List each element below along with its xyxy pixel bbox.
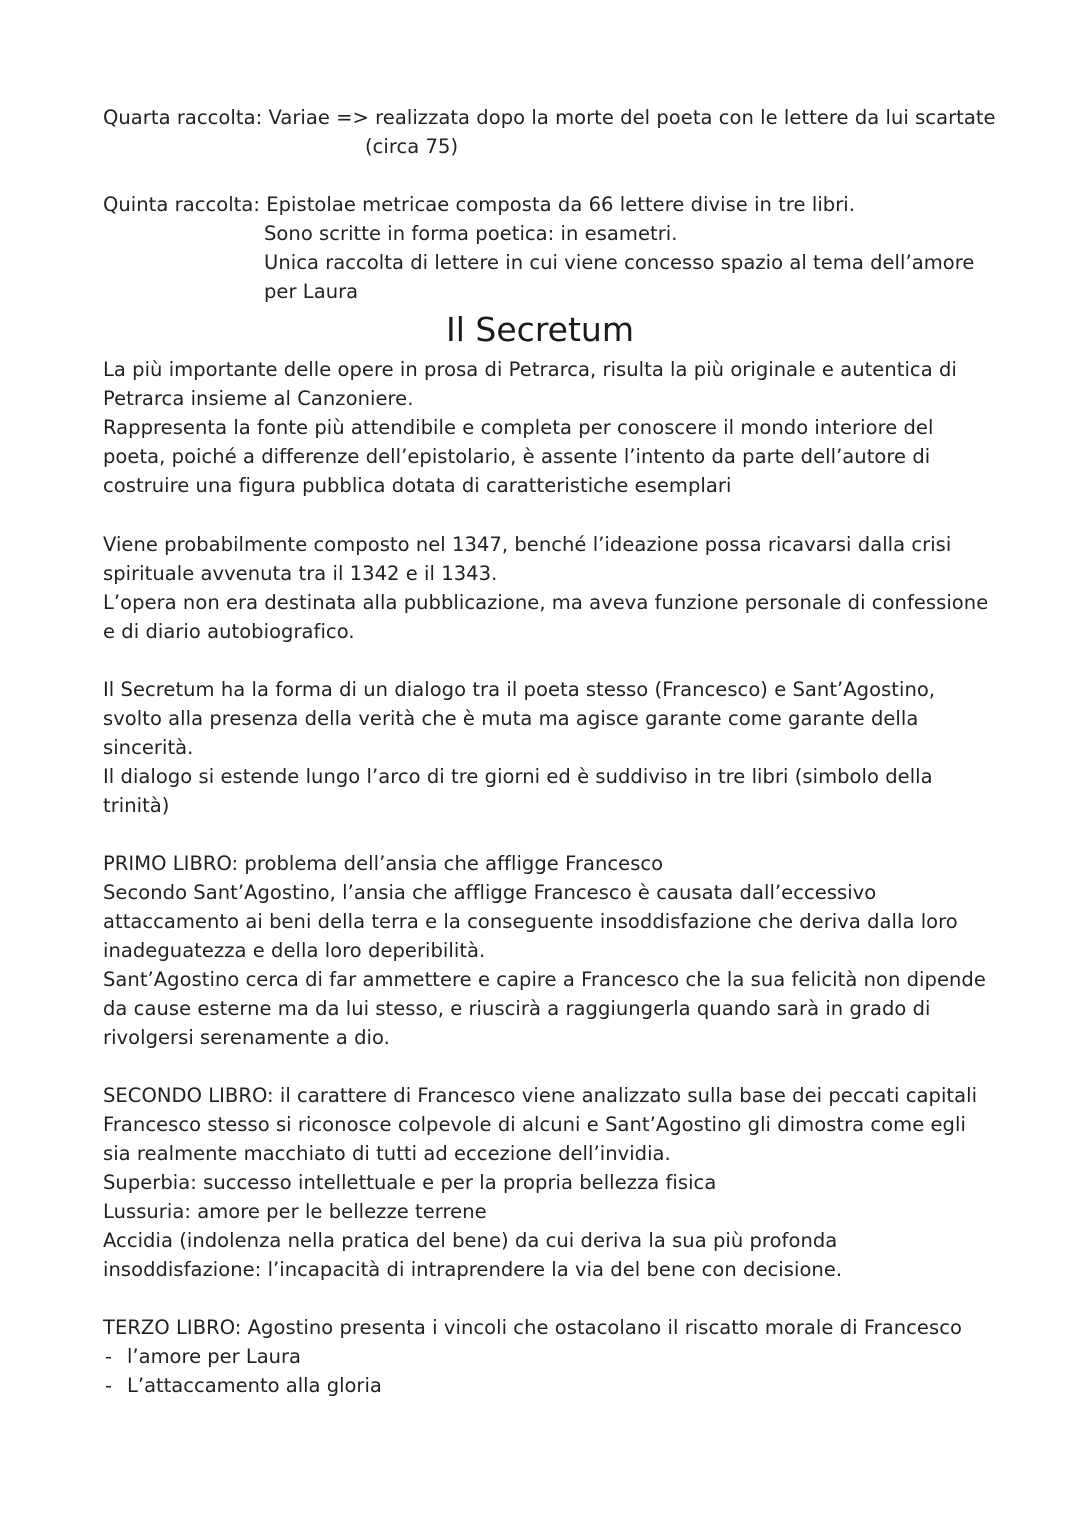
paragraph-line: Il dialogo si estende lungo l’arco di tre giorni ed è suddiviso in tre libri (simbolo della xyxy=(103,765,933,788)
primo-libro-heading: PRIMO LIBRO: problema dell’ansia che affligge Francesco xyxy=(103,852,664,875)
secondo-libro-heading: SECONDO LIBRO: il carattere di Francesco viene analizzato sulla base dei peccati capitali xyxy=(103,1084,978,1107)
paragraph-line: attaccamento ai beni della terra e la conseguente insoddisfazione che deriva dalla loro xyxy=(103,910,958,933)
paragraph-line: Sant’Agostino cerca di far ammettere e capire a Francesco che la sua felicità non dipende xyxy=(103,968,986,991)
paragraph-line: inadeguatezza e della loro deperibilità. xyxy=(103,939,486,962)
paragraph-line: trinità) xyxy=(103,794,170,817)
paragraph-line: Francesco stesso si riconosce colpevole di alcuni e Sant’Agostino gli dimostra come egli xyxy=(103,1113,966,1136)
section-title: Il Secretum xyxy=(446,310,634,349)
paragraph-line: sincerità. xyxy=(103,736,194,759)
paragraph-line: La più importante delle opere in prosa di Petrarca, risulta la più originale e autentica di xyxy=(103,358,957,381)
paragraph-line: Secondo Sant’Agostino, l’ansia che affligge Francesco è causata dall’eccessivo xyxy=(103,881,877,904)
paragraph-line: Il Secretum ha la forma di un dialogo tra il poeta stesso (Francesco) e Sant’Agostino, xyxy=(103,678,936,701)
list-bullet: - xyxy=(105,1345,113,1368)
paragraph-line: L’opera non era destinata alla pubblicazione, ma aveva funzione personale di confessione xyxy=(103,591,989,614)
paragraph-line: da cause esterne ma da lui stesso, e riuscirà a raggiungerla quando sarà in grado di xyxy=(103,997,931,1020)
paragraph-line: Petrarca insieme al Canzoniere. xyxy=(103,387,414,410)
paragraph-line: insoddisfazione: l’incapacità di intraprendere la via del bene con decisione. xyxy=(103,1258,843,1281)
quinta-raccolta-detail: Unica raccolta di lettere in cui viene concesso spazio al tema dell’amore xyxy=(264,251,975,274)
paragraph-line: poeta, poiché a differenze dell’epistolario, è assente l’intento da parte dell’autore di xyxy=(103,445,931,468)
paragraph-line: sia realmente macchiato di tutti ad eccezione dell’invidia. xyxy=(103,1142,671,1165)
quinta-raccolta-line: Quinta raccolta: Epistolae metricae composta da 66 lettere divise in tre libri. xyxy=(103,193,855,216)
paragraph-line: Superbia: successo intellettuale e per la propria bellezza fisica xyxy=(103,1171,717,1194)
quarta-raccolta-note: (circa 75) xyxy=(365,135,459,158)
list-item: l’amore per Laura xyxy=(127,1345,302,1368)
paragraph-line: svolto alla presenza della verità che è muta ma agisce garante come garante della xyxy=(103,707,919,730)
quinta-raccolta-detail: Sono scritte in forma poetica: in esametri. xyxy=(264,222,678,245)
paragraph-line: Accidia (indolenza nella pratica del bene) da cui deriva la sua più profonda xyxy=(103,1229,838,1252)
paragraph-line: e di diario autobiografico. xyxy=(103,620,355,643)
paragraph-line: rivolgersi serenamente a dio. xyxy=(103,1026,390,1049)
list-bullet: - xyxy=(105,1374,113,1397)
paragraph-line: costruire una figura pubblica dotata di caratteristiche esemplari xyxy=(103,474,732,497)
paragraph-line: spirituale avvenuta tra il 1342 e il 1343. xyxy=(103,562,498,585)
paragraph-line: Viene probabilmente composto nel 1347, benché l’ideazione possa ricavarsi dalla crisi xyxy=(103,533,952,556)
quarta-raccolta-line: Quarta raccolta: Variae => realizzata dopo la morte del poeta con le lettere da lui scartate xyxy=(103,106,996,129)
paragraph-line: Rappresenta la fonte più attendibile e completa per conoscere il mondo interiore del xyxy=(103,416,934,439)
paragraph-line: Lussuria: amore per le bellezze terrene xyxy=(103,1200,487,1223)
terzo-libro-heading: TERZO LIBRO: Agostino presenta i vincoli che ostacolano il riscatto morale di Francesco xyxy=(103,1316,962,1339)
quinta-raccolta-detail: per Laura xyxy=(264,280,359,303)
list-item: L’attaccamento alla gloria xyxy=(127,1374,382,1397)
